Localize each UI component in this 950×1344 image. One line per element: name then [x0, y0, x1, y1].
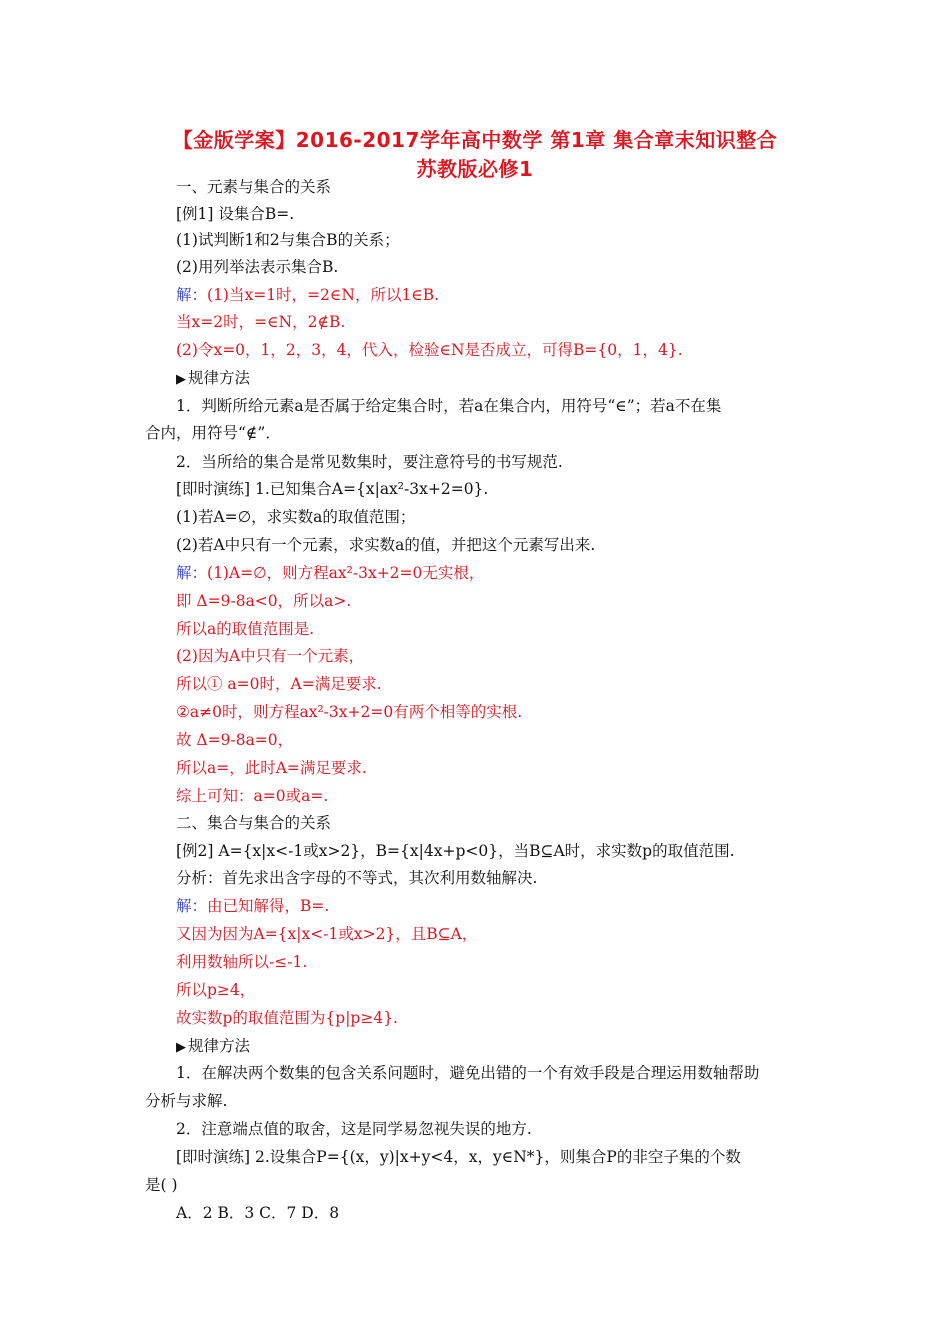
document-title: 【金版学案】2016-2017学年高中数学 第1章 集合章末知识整合	[172, 128, 778, 152]
section-heading: 一、元素与集合的关系	[176, 178, 332, 196]
method-heading: ▶ 规律方法	[176, 1037, 251, 1055]
solution-line: 故 Δ=9-8a=0，	[176, 731, 294, 749]
method-paragraph: 2．注意端点值的取舍，这是同学易忽视失误的地方.	[176, 1120, 532, 1138]
question-part: (2)用列举法表示集合B.	[176, 258, 339, 276]
method-paragraph: 合内，用符号“∉”．	[145, 424, 281, 442]
solution-line: 当x=2时，=∈N，2∉B.	[176, 313, 346, 331]
answer-options: A．2 B．3 C．7 D．8	[176, 1204, 340, 1222]
solution-text: (1)当x=1时，=2∈N，所以1∈B.	[207, 286, 440, 304]
solution-line: ②a≠0时，则方程ax²-3x+2=0有两个相等的实根.	[176, 703, 523, 721]
example-question: [例1] 设集合B=.	[176, 205, 295, 223]
method-paragraph: 2．当所给的集合是常见数集时，要注意符号的书写规范.	[176, 453, 563, 471]
solution-line	[176, 896, 329, 916]
solution-label: 解：	[176, 897, 208, 915]
method-paragraph: 分析与求解.	[145, 1092, 228, 1110]
solution-line: 即 Δ=9-8a<0，所以a>.	[176, 592, 352, 610]
solution-line: 利用数轴所以-≤-1.	[176, 953, 308, 971]
solution-line: 所以a的取值范围是.	[176, 620, 315, 638]
solution-text: (1)A=∅，则方程ax²-3x+2=0无实根，	[207, 564, 485, 582]
solution-line: (2)令x=0，1，2，3，4，代入，检验∈N是否成立，可得B={0，1，4}.	[176, 341, 683, 359]
question-part: (1)试判断1和2与集合B的关系；	[176, 231, 400, 249]
solution-line: 又因为因为A={x|x<-1或x>2}，且B⊆A，	[176, 925, 478, 943]
solution-line: 所以① a=0时，A=满足要求.	[176, 675, 382, 693]
solution-text: 由已知解得，B=.	[207, 897, 330, 915]
triangle-bullet-icon: ▶	[176, 1040, 186, 1055]
solution-line: 故实数p的取值范围为{p|p≥4}.	[176, 1009, 398, 1027]
solution-label: 解：	[176, 286, 208, 304]
drill-question: [即时演练] 1.已知集合A={x|ax²-3x+2=0}.	[176, 480, 489, 498]
solution-line: 所以a=，此时A=满足要求.	[176, 759, 367, 777]
example-question: [例2] A={x|x<-1或x>2}，B={x|4x+p<0}，当B⊆A时，求实数p的取值范围.	[176, 842, 735, 860]
question-part: (2)若A中只有一个元素，求实数a的值，并把这个元素写出来.	[176, 536, 596, 554]
solution-line	[176, 563, 484, 583]
solution-line: (2)因为A中只有一个元素，	[176, 647, 365, 665]
question-part: (1)若A=∅，求实数a的取值范围；	[176, 508, 416, 526]
solution-line: 综上可知：a=0或a=.	[176, 787, 329, 805]
method-paragraph: 1．判断所给元素a是否属于给定集合时，若a在集合内，用符号“∈”；若a不在集	[176, 397, 722, 415]
solution-line: 所以p≥4，	[176, 981, 256, 999]
triangle-bullet-icon: ▶	[176, 372, 186, 387]
document-subtitle: 苏教版必修1	[416, 157, 534, 181]
method-paragraph: 1．在解决两个数集的包含关系问题时，避免出错的一个有效手段是合理运用数轴帮助	[176, 1064, 760, 1082]
analysis-text: 分析：首先求出含字母的不等式，其次利用数轴解决.	[176, 869, 538, 887]
solution-label: 解：	[176, 564, 208, 582]
method-heading: ▶ 规律方法	[176, 369, 251, 387]
section-heading: 二、集合与集合的关系	[176, 814, 332, 832]
solution-line	[176, 285, 439, 305]
drill-question: 是( )	[145, 1176, 178, 1194]
drill-question: [即时演练] 2.设集合P={(x，y)|x+y<4，x，y∈N*}，则集合P的非空子集的个数	[176, 1148, 741, 1166]
